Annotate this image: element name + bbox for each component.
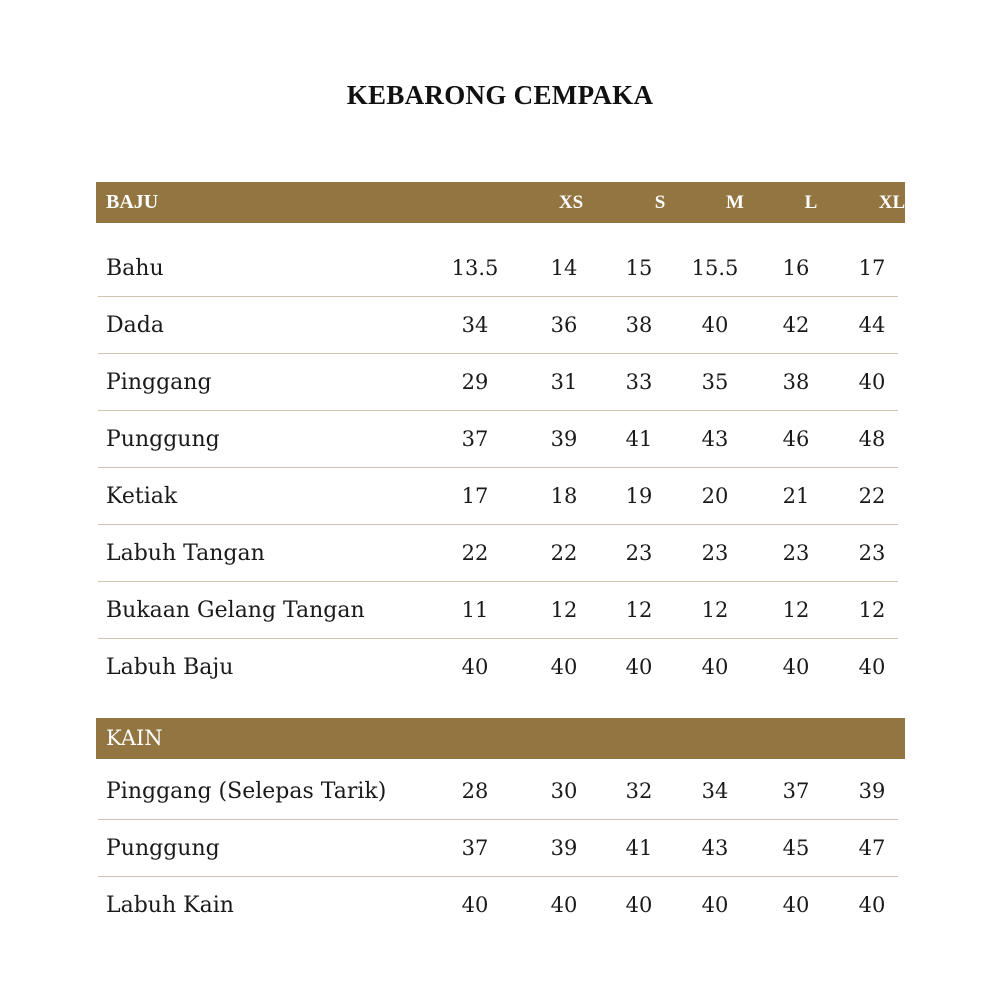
size-header-xs: XS <box>558 192 584 213</box>
measurement-value: 12 <box>550 598 578 622</box>
table-row <box>98 639 898 696</box>
measurement-value: 13.5 <box>451 256 499 280</box>
measurement-name: Labuh Tangan <box>106 541 265 566</box>
measurement-value: 46 <box>782 427 810 451</box>
measurement-value: 30 <box>550 779 578 803</box>
measurement-value: 12 <box>858 598 886 622</box>
measurement-value: 40 <box>701 893 729 917</box>
measurement-value: 29 <box>461 370 489 394</box>
measurement-value: 22 <box>858 484 886 508</box>
table-row <box>98 525 898 582</box>
kain-section-label: KAIN <box>106 726 163 750</box>
measurement-value: 37 <box>461 836 489 860</box>
size-header-xl: XL <box>878 192 906 213</box>
measurement-value: 45 <box>782 836 810 860</box>
measurement-value: 38 <box>782 370 810 394</box>
table-row <box>98 297 898 354</box>
measurement-value: 22 <box>550 541 578 565</box>
measurement-value: 41 <box>625 836 653 860</box>
measurement-value: 22 <box>461 541 489 565</box>
measurement-value: 28 <box>461 779 489 803</box>
measurement-name: Pinggang (Selepas Tarik) <box>106 779 387 804</box>
measurement-value: 12 <box>625 598 653 622</box>
measurement-value: 21 <box>782 484 810 508</box>
measurement-value: 17 <box>461 484 489 508</box>
measurement-value: 16 <box>782 256 810 280</box>
measurement-value: 39 <box>550 427 578 451</box>
measurement-value: 23 <box>782 541 810 565</box>
measurement-value: 40 <box>858 893 886 917</box>
measurement-value: 36 <box>550 313 578 337</box>
measurement-value: 12 <box>782 598 810 622</box>
measurement-value: 40 <box>625 893 653 917</box>
measurement-value: 40 <box>461 655 489 679</box>
measurement-value: 37 <box>461 427 489 451</box>
measurement-value: 40 <box>858 370 886 394</box>
measurement-value: 44 <box>858 313 886 337</box>
measurement-name: Dada <box>106 313 164 338</box>
table-row <box>98 354 898 411</box>
measurement-value: 18 <box>550 484 578 508</box>
measurement-value: 20 <box>701 484 729 508</box>
measurement-value: 11 <box>461 598 489 622</box>
measurement-value: 42 <box>782 313 810 337</box>
table-row <box>98 411 898 468</box>
table-row <box>98 240 898 297</box>
size-header-xxl: XXL <box>947 191 989 212</box>
measurement-value: 14 <box>550 256 578 280</box>
measurement-value: 15 <box>625 256 653 280</box>
measurement-value: 40 <box>550 893 578 917</box>
measurement-value: 34 <box>461 313 489 337</box>
measurement-value: 32 <box>625 779 653 803</box>
measurement-value: 34 <box>701 779 729 803</box>
measurement-value: 40 <box>782 655 810 679</box>
measurement-value: 17 <box>858 256 886 280</box>
measurement-value: 40 <box>701 313 729 337</box>
measurement-value: 40 <box>550 655 578 679</box>
measurement-name: Pinggang <box>106 370 212 395</box>
measurement-value: 23 <box>625 541 653 565</box>
measurement-value: 40 <box>625 655 653 679</box>
measurement-name: Punggung <box>106 836 220 861</box>
measurement-name: Punggung <box>106 427 220 452</box>
table-row <box>98 468 898 525</box>
measurement-value: 41 <box>625 427 653 451</box>
measurement-value: 35 <box>701 370 729 394</box>
measurement-value: 43 <box>701 836 729 860</box>
baju-section-label: BAJU <box>106 191 159 213</box>
table-row <box>98 763 898 820</box>
measurement-value: 39 <box>858 779 886 803</box>
measurement-value: 12 <box>701 598 729 622</box>
measurement-value: 39 <box>550 836 578 860</box>
measurement-value: 37 <box>782 779 810 803</box>
measurement-value: 31 <box>550 370 578 394</box>
page-title: KEBARONG CEMPAKA <box>346 80 654 110</box>
measurement-value: 47 <box>858 836 886 860</box>
measurement-value: 48 <box>858 427 886 451</box>
measurement-value: 38 <box>625 313 653 337</box>
measurement-value: 23 <box>701 541 729 565</box>
measurement-name: Bahu <box>106 256 164 281</box>
measurement-value: 40 <box>782 893 810 917</box>
measurement-value: 43 <box>701 427 729 451</box>
measurement-name: Ketiak <box>106 484 178 509</box>
table-row <box>98 877 898 934</box>
kain-header-band <box>96 718 905 759</box>
table-row <box>98 582 898 639</box>
measurement-value: 40 <box>461 893 489 917</box>
measurement-name: Bukaan Gelang Tangan <box>106 598 365 623</box>
measurement-value: 15.5 <box>691 256 739 280</box>
baju-header-band <box>96 182 989 223</box>
measurement-name: Labuh Baju <box>106 655 234 680</box>
table-row <box>98 820 898 877</box>
size-header-m: M <box>726 192 744 213</box>
size-header-s: S <box>654 192 666 213</box>
measurement-value: 23 <box>858 541 886 565</box>
measurement-value: 40 <box>701 655 729 679</box>
measurement-value: 19 <box>625 484 653 508</box>
measurement-value: 33 <box>625 370 653 394</box>
measurement-value: 40 <box>858 655 886 679</box>
measurement-name: Labuh Kain <box>106 893 234 918</box>
size-header-l: L <box>804 192 818 213</box>
